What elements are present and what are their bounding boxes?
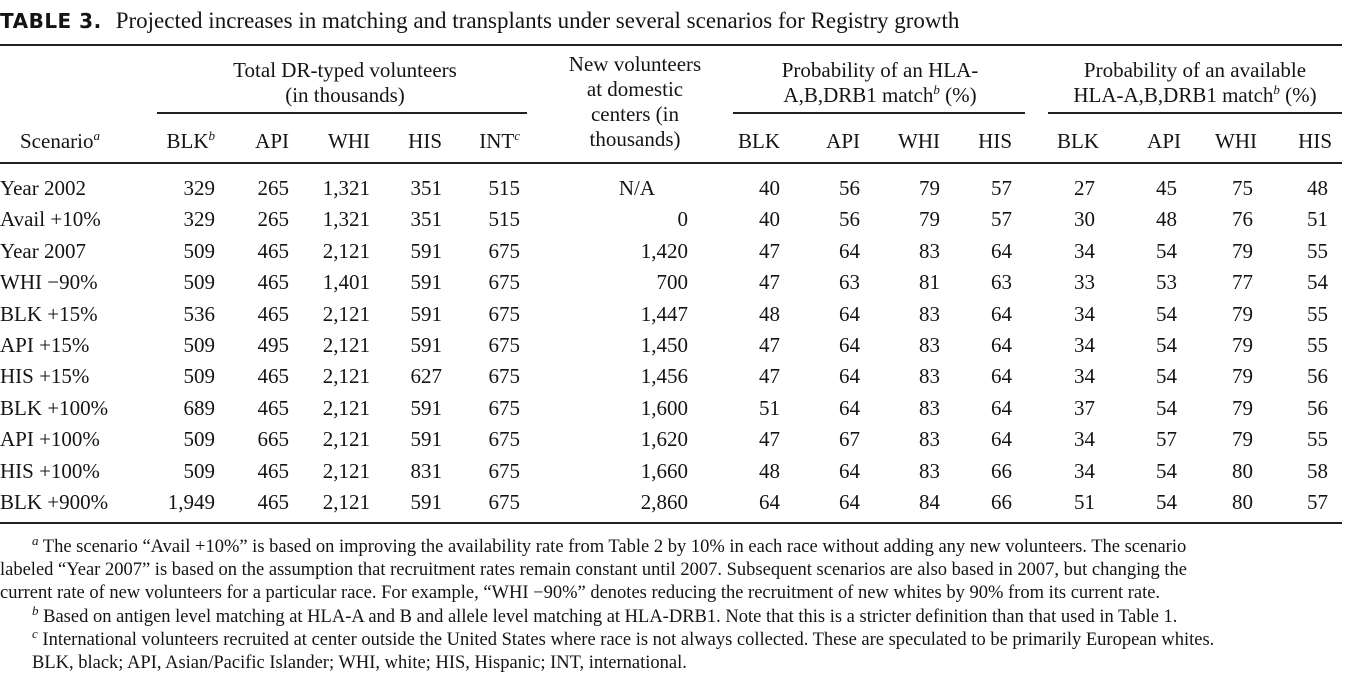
cell-total: 675 <box>488 302 520 326</box>
cell-new-volunteers: 700 <box>656 270 688 294</box>
footnote-ref: b <box>208 128 215 143</box>
cell-prob: 64 <box>991 427 1012 451</box>
cell-prob: 47 <box>759 427 780 451</box>
cell-new-volunteers: 2,860 <box>640 490 688 514</box>
cell-total: 675 <box>488 239 520 263</box>
footnote-b-text: Based on antigen level matching at HLA-A and B and allele level matching at HLA-DRB1. Note that this is a stricter definition than that used in Table 1. <box>43 607 1178 627</box>
cell-total: 627 <box>410 364 442 388</box>
col-header-prob-his: HIS <box>978 129 1012 153</box>
col-header-total-whi <box>328 129 370 154</box>
cell-prob: 64 <box>839 396 860 420</box>
cell-prob: 79 <box>919 207 940 231</box>
group-header-new <box>540 52 730 152</box>
footnote-c-mark: c <box>32 625 38 641</box>
cell-avail: 34 <box>1074 333 1095 357</box>
cell-total: 591 <box>410 333 442 357</box>
cell-avail: 34 <box>1074 459 1095 483</box>
cell-prob: 64 <box>839 459 860 483</box>
cell-total: 265 <box>257 207 289 231</box>
cell-new-volunteers: 1,600 <box>640 396 688 420</box>
cell-avail: 27 <box>1074 176 1095 200</box>
cell-prob: 47 <box>759 333 780 357</box>
cell-total: 665 <box>257 427 289 451</box>
cell-total: 465 <box>257 459 289 483</box>
cell-prob: 63 <box>839 270 860 294</box>
footnote-abbrev <box>0 652 1348 675</box>
row-scenario: Year 2007 <box>0 239 86 263</box>
cell-prob: 64 <box>759 490 780 514</box>
row-scenario: BLK +15% <box>0 302 98 326</box>
cell-avail: 34 <box>1074 302 1095 326</box>
cell-prob: 64 <box>839 490 860 514</box>
cell-prob: 83 <box>919 239 940 263</box>
row-scenario: HIS +15% <box>0 364 90 388</box>
cell-avail: 34 <box>1074 239 1095 263</box>
cell-prob: 84 <box>919 490 940 514</box>
cell-avail: 80 <box>1232 490 1253 514</box>
cell-prob: 64 <box>839 333 860 357</box>
cell-avail: 55 <box>1307 239 1328 263</box>
cell-prob: 48 <box>759 459 780 483</box>
row-scenario: BLK +900% <box>0 490 109 514</box>
row-scenario: Year 2002 <box>0 176 86 200</box>
cell-avail: 55 <box>1307 427 1328 451</box>
cell-total: 509 <box>183 333 215 357</box>
footnote-a-line3: current rate of new volunteers for a particular race. For example, “WHI −90%” denotes reducing the recruitment of new whites by 90% from its current rate. <box>0 583 1161 603</box>
cell-avail: 58 <box>1307 459 1328 483</box>
cell-prob: 47 <box>759 270 780 294</box>
cell-total: 591 <box>410 270 442 294</box>
cell-avail: 54 <box>1307 270 1328 294</box>
cell-avail: 45 <box>1156 176 1177 200</box>
cell-prob: 57 <box>991 207 1012 231</box>
footnote-ref-a: a <box>93 128 100 143</box>
cell-avail: 55 <box>1307 302 1328 326</box>
cell-total: 465 <box>257 396 289 420</box>
cell-prob: 83 <box>919 396 940 420</box>
cell-total: 831 <box>410 459 442 483</box>
cell-total: 509 <box>183 427 215 451</box>
row-scenario: API +15% <box>0 333 90 357</box>
cell-total: 536 <box>183 302 215 326</box>
cell-total: 675 <box>488 396 520 420</box>
col-header-label: BLK <box>166 129 209 153</box>
cell-total: 2,121 <box>322 239 370 263</box>
cell-total: 2,121 <box>322 333 370 357</box>
cell-avail: 57 <box>1156 427 1177 451</box>
cell-avail: 54 <box>1156 333 1177 357</box>
cell-avail: 54 <box>1156 364 1177 388</box>
cell-avail: 77 <box>1232 270 1253 294</box>
cell-prob: 64 <box>839 364 860 388</box>
col-header-avail-his: HIS <box>1298 129 1332 153</box>
group-header-total <box>175 58 515 108</box>
col-header-total-his <box>408 129 442 154</box>
cell-new-volunteers: 1,447 <box>640 302 688 326</box>
cell-avail: 51 <box>1307 207 1328 231</box>
cell-new-volunteers: 1,450 <box>640 333 688 357</box>
footnote-a-line2: labeled “Year 2007” is based on the assumption that recruitment rates remain constant until 2007. Subsequent scenarios are also based in 2007, but changing the <box>0 560 1187 580</box>
row-scenario: API +100% <box>0 427 100 451</box>
cell-avail: 54 <box>1156 302 1177 326</box>
footnote-a-line1 <box>0 532 1348 559</box>
footnote-b <box>0 602 1348 629</box>
cell-total: 515 <box>488 207 520 231</box>
group-rule-prob <box>733 112 1025 114</box>
cell-avail: 57 <box>1307 490 1328 514</box>
cell-total: 329 <box>183 176 215 200</box>
cell-avail: 79 <box>1232 302 1253 326</box>
cell-prob: 66 <box>991 459 1012 483</box>
cell-prob: 47 <box>759 364 780 388</box>
group-header-prob-text: A,B,DRB1 match <box>783 83 934 107</box>
cell-total: 591 <box>410 302 442 326</box>
cell-prob: 47 <box>759 239 780 263</box>
col-header-scenario <box>20 129 100 154</box>
cell-prob: 79 <box>919 176 940 200</box>
cell-avail: 54 <box>1156 459 1177 483</box>
row-scenario: BLK +100% <box>0 396 109 420</box>
cell-total: 1,949 <box>167 490 215 514</box>
cell-prob: 64 <box>991 364 1012 388</box>
cell-avail: 79 <box>1232 333 1253 357</box>
cell-avail: 34 <box>1074 427 1095 451</box>
cell-prob: 64 <box>991 302 1012 326</box>
col-header-avail-api: API <box>1147 129 1181 153</box>
cell-total: 2,121 <box>322 396 370 420</box>
cell-new-volunteers: 1,660 <box>640 459 688 483</box>
cell-prob: 64 <box>839 239 860 263</box>
group-header-avail-line2 <box>1045 83 1345 108</box>
col-header-label: HIS <box>408 129 442 153</box>
cell-total: 675 <box>488 490 520 514</box>
group-header-new-line2: at domestic <box>586 77 684 101</box>
col-header-scenario-text: Scenario <box>20 129 94 153</box>
cell-avail: 79 <box>1232 427 1253 451</box>
cell-total: 2,121 <box>322 459 370 483</box>
cell-prob: 63 <box>991 270 1012 294</box>
footnote-abbrev-text: BLK, black; API, Asian/Pacific Islander; WHI, white; HIS, Hispanic; INT, international. <box>32 653 687 673</box>
cell-avail: 54 <box>1156 396 1177 420</box>
cell-new-volunteers: N/A <box>618 176 655 200</box>
cell-total: 675 <box>488 459 520 483</box>
cell-new-volunteers: 1,620 <box>640 427 688 451</box>
col-header-total-blk <box>167 129 216 154</box>
cell-total: 465 <box>257 239 289 263</box>
cell-total: 2,121 <box>322 364 370 388</box>
cell-total: 465 <box>257 270 289 294</box>
group-header-avail-text: HLA-A,B,DRB1 match <box>1073 83 1274 107</box>
col-header-label: API <box>255 129 289 153</box>
footnote-a <box>0 532 1348 605</box>
cell-prob: 64 <box>991 396 1012 420</box>
cell-avail: 80 <box>1232 459 1253 483</box>
col-header-avail-whi: WHI <box>1215 129 1257 153</box>
bottom-rule <box>0 522 1342 524</box>
cell-prob: 83 <box>919 459 940 483</box>
cell-total: 509 <box>183 239 215 263</box>
cell-total: 675 <box>488 333 520 357</box>
cell-prob: 56 <box>839 176 860 200</box>
cell-avail: 79 <box>1232 364 1253 388</box>
cell-prob: 83 <box>919 427 940 451</box>
cell-total: 591 <box>410 490 442 514</box>
cell-prob: 48 <box>759 302 780 326</box>
group-header-prob-line2 <box>730 83 1030 108</box>
col-header-prob-blk: BLK <box>738 129 780 153</box>
cell-total: 465 <box>257 364 289 388</box>
cell-total: 465 <box>257 302 289 326</box>
cell-prob: 83 <box>919 302 940 326</box>
cell-total: 351 <box>410 176 442 200</box>
cell-prob: 64 <box>991 333 1012 357</box>
cell-prob: 81 <box>919 270 940 294</box>
cell-avail: 33 <box>1074 270 1095 294</box>
cell-total: 515 <box>488 176 520 200</box>
col-header-label: INT <box>479 129 515 153</box>
cell-avail: 75 <box>1232 176 1253 200</box>
cell-avail: 34 <box>1074 364 1095 388</box>
footnote-ref-b: b <box>933 82 940 97</box>
cell-total: 509 <box>183 270 215 294</box>
cell-avail: 56 <box>1307 396 1328 420</box>
cell-total: 1,321 <box>322 207 370 231</box>
cell-total: 495 <box>257 333 289 357</box>
cell-total: 675 <box>488 270 520 294</box>
cell-total: 351 <box>410 207 442 231</box>
table-caption <box>0 8 1348 34</box>
cell-total: 675 <box>488 364 520 388</box>
cell-avail: 51 <box>1074 490 1095 514</box>
table-title: Projected increases in matching and transplants under several scenarios for Registry growth <box>115 8 960 33</box>
group-header-total-line1: Total DR-typed volunteers <box>233 58 457 82</box>
cell-prob: 64 <box>839 302 860 326</box>
cell-prob: 40 <box>759 207 780 231</box>
footnote-ref: c <box>514 128 520 143</box>
cell-prob: 67 <box>839 427 860 451</box>
cell-total: 591 <box>410 239 442 263</box>
cell-avail: 54 <box>1156 239 1177 263</box>
cell-avail: 56 <box>1307 364 1328 388</box>
cell-new-volunteers: 1,420 <box>640 239 688 263</box>
cell-prob: 40 <box>759 176 780 200</box>
cell-avail: 79 <box>1232 396 1253 420</box>
cell-prob: 66 <box>991 490 1012 514</box>
cell-avail: 30 <box>1074 207 1095 231</box>
header-rule <box>0 162 1342 164</box>
cell-total: 265 <box>257 176 289 200</box>
row-scenario: WHI −90% <box>0 270 98 294</box>
col-header-avail-blk: BLK <box>1057 129 1099 153</box>
group-header-prob-line1: Probability of an HLA- <box>781 58 979 82</box>
cell-new-volunteers: 0 <box>677 207 688 231</box>
group-header-prob <box>730 58 1030 108</box>
cell-total: 1,401 <box>322 270 370 294</box>
cell-avail: 37 <box>1074 396 1095 420</box>
col-header-label: WHI <box>328 129 370 153</box>
cell-prob: 56 <box>839 207 860 231</box>
footnote-c <box>0 625 1348 652</box>
group-header-total-line2: (in thousands) <box>285 83 405 107</box>
group-header-avail-unit: (%) <box>1285 83 1317 107</box>
group-header-avail-line1: Probability of an available <box>1083 58 1307 82</box>
cell-total: 509 <box>183 364 215 388</box>
cell-prob: 57 <box>991 176 1012 200</box>
cell-prob: 51 <box>759 396 780 420</box>
cell-avail: 53 <box>1156 270 1177 294</box>
cell-total: 509 <box>183 459 215 483</box>
row-scenario: Avail +10% <box>0 207 101 231</box>
cell-total: 329 <box>183 207 215 231</box>
group-rule-total <box>157 112 527 114</box>
cell-total: 591 <box>410 396 442 420</box>
group-header-new-line3: centers (in <box>590 102 680 126</box>
col-header-prob-api: API <box>826 129 860 153</box>
cell-new-volunteers: 1,456 <box>640 364 688 388</box>
cell-prob: 64 <box>991 239 1012 263</box>
cell-total: 689 <box>183 396 215 420</box>
footnote-a-text1: The scenario “Avail +10%” is based on improving the availability rate from Table 2 by 10% in each race without adding any new volunteers. The scenario <box>42 537 1187 557</box>
footnote-b-mark: b <box>32 602 39 618</box>
top-rule <box>0 44 1342 46</box>
cell-avail: 76 <box>1232 207 1253 231</box>
cell-avail: 55 <box>1307 333 1328 357</box>
cell-avail: 48 <box>1307 176 1328 200</box>
cell-total: 2,121 <box>322 302 370 326</box>
cell-total: 2,121 <box>322 427 370 451</box>
footnote-a-mark: a <box>32 532 39 548</box>
table-number: TABLE 3. <box>0 9 102 33</box>
cell-total: 465 <box>257 490 289 514</box>
row-scenario: HIS +100% <box>0 459 100 483</box>
cell-total: 591 <box>410 427 442 451</box>
cell-total: 2,121 <box>322 490 370 514</box>
group-rule-avail <box>1048 112 1342 114</box>
col-header-total-api <box>255 129 289 154</box>
cell-prob: 83 <box>919 364 940 388</box>
cell-avail: 54 <box>1156 490 1177 514</box>
col-header-prob-whi: WHI <box>898 129 940 153</box>
group-header-new-line1: New volunteers <box>568 52 702 76</box>
cell-avail: 79 <box>1232 239 1253 263</box>
group-header-new-line4: thousands) <box>589 127 681 151</box>
footnote-ref-b: b <box>1273 82 1280 97</box>
footnote-c-text: International volunteers recruited at center outside the United States where race is not always collected. These are speculated to be primarily European whites. <box>42 630 1215 650</box>
group-header-avail <box>1045 58 1345 108</box>
col-header-total-int <box>479 129 520 154</box>
cell-total: 675 <box>488 427 520 451</box>
cell-total: 1,321 <box>322 176 370 200</box>
group-header-prob-unit: (%) <box>945 83 977 107</box>
cell-prob: 83 <box>919 333 940 357</box>
cell-avail: 48 <box>1156 207 1177 231</box>
